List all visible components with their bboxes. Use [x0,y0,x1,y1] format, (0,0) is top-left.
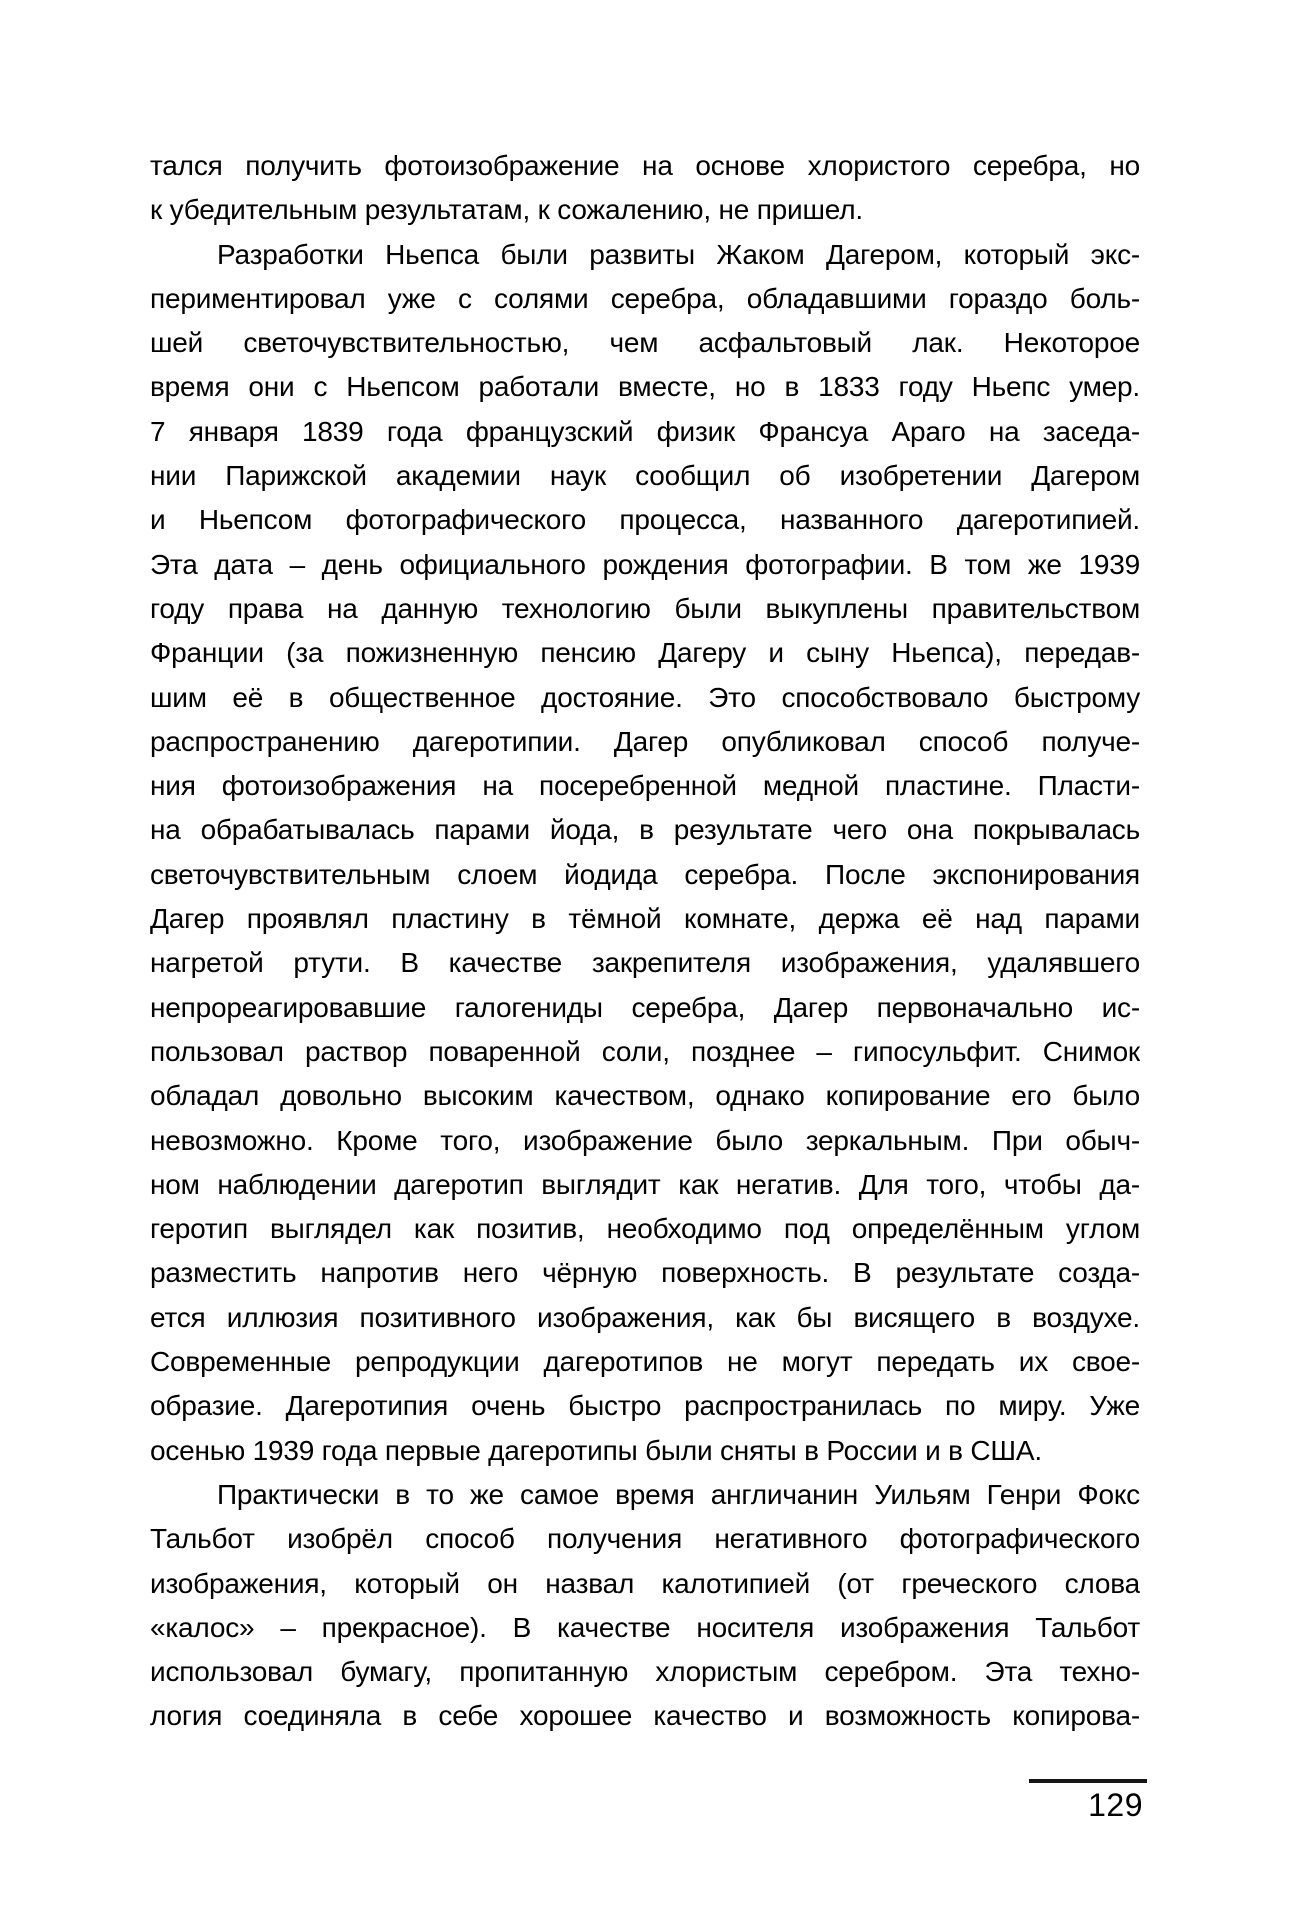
text-line: «калос» – прекрасное). В качестве носителя изображения Тальбот [150,1611,1140,1643]
footer-rule [1029,1779,1147,1783]
text-line: тался получить фотоизображение на основе хлористого серебра, но [150,150,1140,181]
page-number: 129 [1088,1787,1143,1823]
text-line: использовал бумагу, пропитанную хлористым серебром. Эта техно- [150,1656,1140,1688]
text-line: изображения, который он назвал калотипией (от греческого слова [150,1567,1140,1599]
text-line: распространению дагеротипии. Дагер опубликовал способ получе- [150,725,1140,757]
text-line: шей светочувствительностью, чем асфальтовый лак. Некоторое [150,327,1140,359]
text-line: ном наблюдении дагеротип выглядит как негатив. Для того, чтобы да- [150,1168,1140,1200]
text-line: Практически в то же самое время англичанин Уильям Генри Фокс [217,1478,1140,1510]
text-line: нагретой ртути. В качестве закрепителя изображения, удалявшего [150,947,1140,979]
text-line: нии Парижской академии наук сообщил об изобретении Дагером [150,460,1140,492]
text-line: году права на данную технологию были выкуплены правительством [150,592,1140,624]
text-line: и Ньепсом фотографического процесса, названного дагеротипией. [150,504,1140,536]
text-block [150,144,1140,1739]
text-line: разместить напротив него чёрную поверхность. В результате созда- [150,1257,1140,1289]
text-line: Эта дата – день официального рождения фотографии. В том же 1939 [150,548,1140,580]
text-line: логия соединяла в себе хорошее качество и возможность копирова- [150,1700,1140,1732]
text-line: 7 января 1839 года французский физик Франсуа Араго на заседа- [150,415,1140,447]
text-line: Дагер проявлял пластину в тёмной комнате, держа её над парами [150,903,1140,935]
text-line: время они с Ньепсом работали вместе, но в 1833 году Ньепс умер. [150,371,1140,403]
text-line: Современные репродукции дагеротипов не могут передать их свое- [150,1346,1140,1378]
text-line: непрореагировавшие галогениды серебра, Дагер первоначально ис- [150,991,1140,1023]
text-line: шим её в общественное достояние. Это способствовало быстрому [150,681,1140,713]
text-line: пользовал раствор поваренной соли, позднее – гипосульфит. Снимок [150,1035,1140,1067]
text-line: ния фотоизображения на посеребренной медной пластине. Пласти- [150,770,1140,802]
text-line: светочувствительным слоем йодида серебра. После экспонирования [150,858,1140,890]
text-line: невозможно. Кроме того, изображение было зеркальным. При обыч- [150,1124,1140,1156]
text-line: Разработки Ньепса были развиты Жаком Дагером, который экс- [217,238,1140,270]
text-line: осенью 1939 года первые дагеротипы были сняты в России и в США. [150,1434,1042,1466]
text-line: Франции (за пожизненную пенсию Дагеру и сыну Ньепса), передав- [150,637,1140,669]
text-line: на обрабатывалась парами йода, в результате чего она покрывалась [150,814,1140,846]
text-line: обладал довольно высоким качеством, однако копирование его было [150,1080,1140,1112]
text-line: геротип выглядел как позитив, необходимо под определённым углом [150,1213,1140,1245]
text-line: периментировал уже с солями серебра, обладавшими гораздо боль- [150,282,1140,314]
text-line: к убедительным результатам, к сожалению, не пришел. [150,194,863,226]
text-line: ется иллюзия позитивного изображения, как бы висящего в воздухе. [150,1301,1140,1333]
text-line: образие. Дагеротипия очень быстро распространилась по миру. Уже [150,1390,1140,1422]
text-line: Тальбот изобрёл способ получения негативного фотографического [150,1523,1140,1555]
